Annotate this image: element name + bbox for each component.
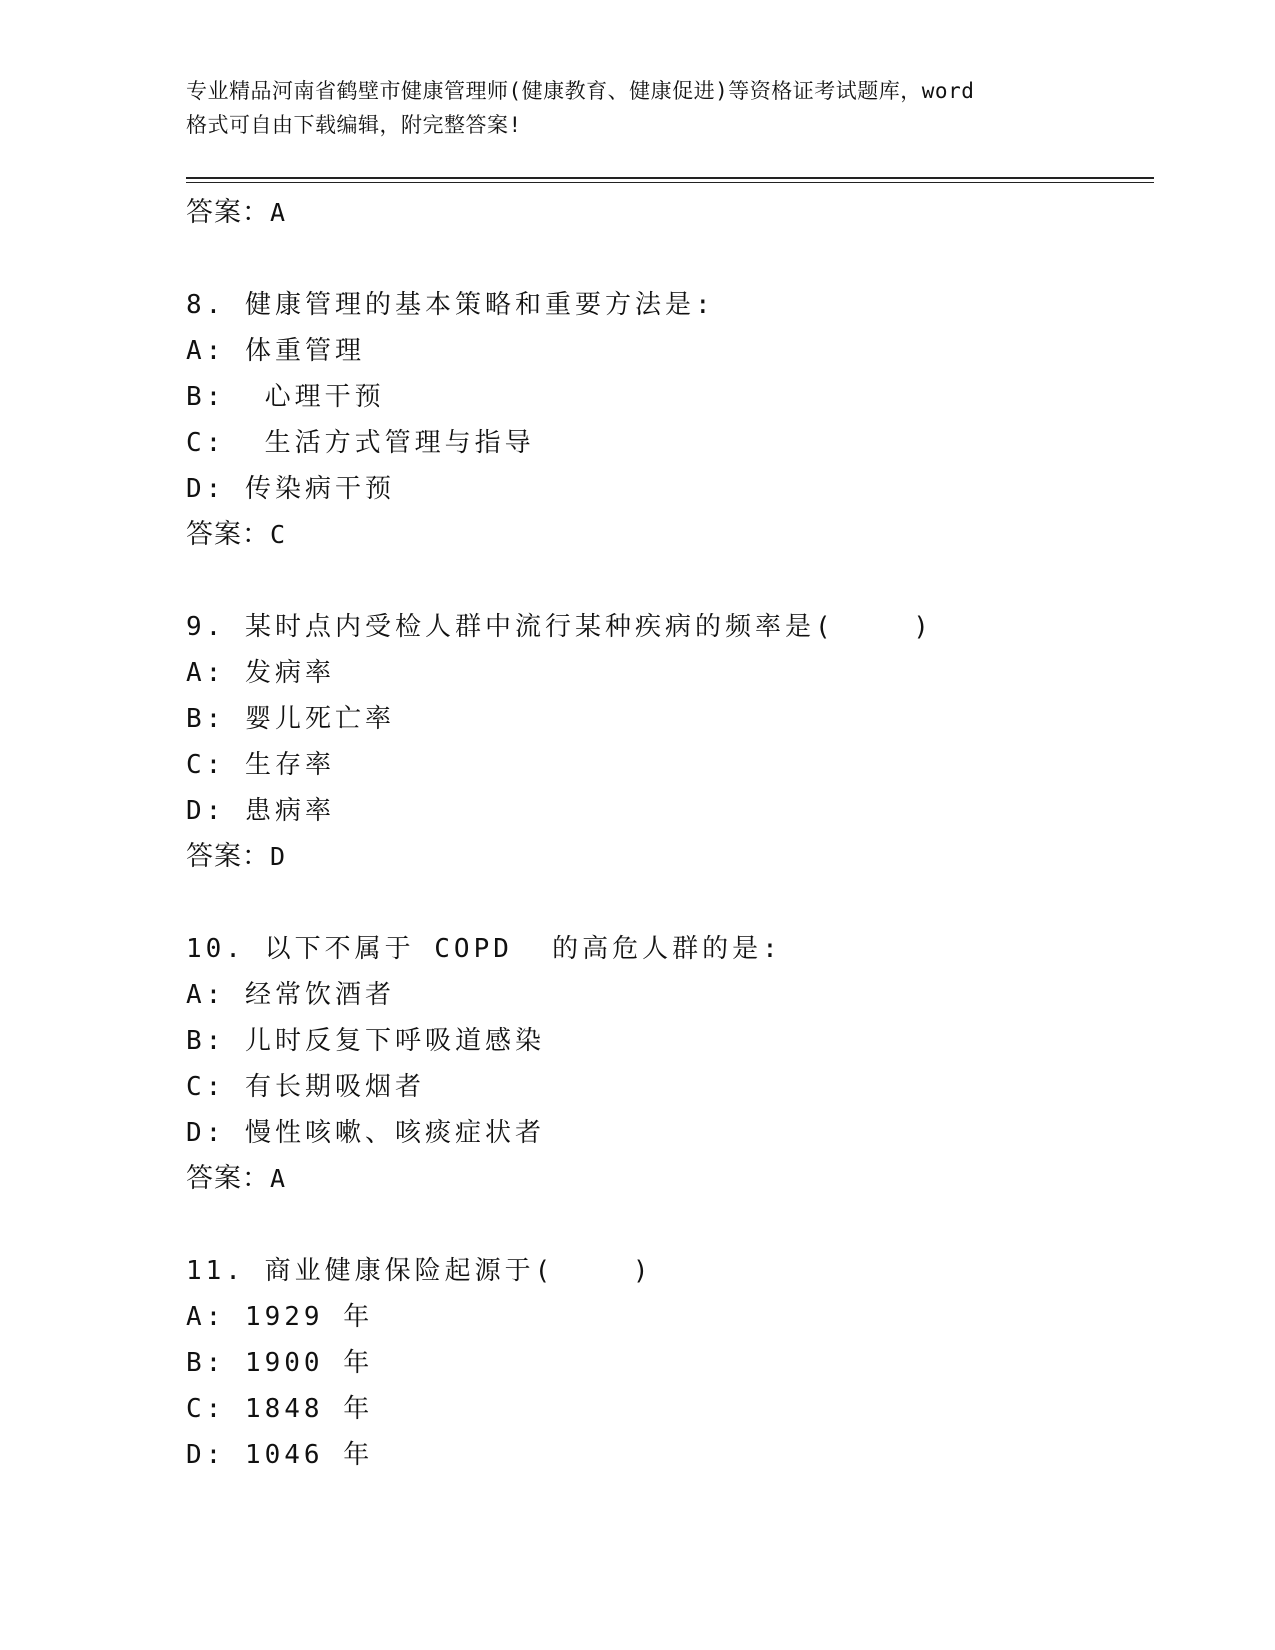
answer-value: C: [270, 520, 287, 549]
option-c: C: 有长期吸烟者: [186, 1072, 425, 1102]
option-a: A: 1929 年: [186, 1302, 374, 1332]
answer-line: [186, 190, 1146, 236]
answer-line: [186, 834, 1146, 880]
answer-value: A: [270, 198, 287, 227]
header-divider: [186, 177, 1154, 179]
document-header: [186, 74, 1086, 142]
option-c: C: 生活方式管理与指导: [186, 428, 535, 458]
answer-label: 答案：: [186, 197, 270, 228]
question-list: [186, 190, 1146, 1478]
option-a: A: 体重管理: [186, 336, 365, 366]
option-a: A: 经常饮酒者: [186, 980, 395, 1010]
answer-value: A: [270, 1164, 287, 1193]
header-divider-thin: [186, 182, 1154, 183]
question-title: 11. 商业健康保险起源于( ): [186, 1256, 653, 1286]
option-d: D: 传染病干预: [186, 474, 395, 504]
option-d: D: 患病率: [186, 796, 335, 826]
answer-label: 答案：: [186, 519, 270, 550]
answer-line: [186, 512, 1146, 558]
answer-label: 答案：: [186, 841, 270, 872]
header-line-1: 专业精品河南省鹤壁市健康管理师(健康教育、健康促进)等资格证考试题库，word: [186, 79, 975, 103]
question-title: 8. 健康管理的基本策略和重要方法是:: [186, 290, 715, 320]
option-d: D: 慢性咳嗽、咳痰症状者: [186, 1118, 545, 1148]
question-title: 10. 以下不属于 COPD 的高危人群的是:: [186, 934, 782, 964]
option-b: B: 儿时反复下呼吸道感染: [186, 1026, 545, 1056]
answer-line: [186, 1156, 1146, 1202]
option-b: B: 心理干预: [186, 382, 385, 412]
header-line-2: 格式可自由下载编辑，附完整答案!: [186, 113, 522, 137]
option-d: D: 1046 年: [186, 1440, 374, 1470]
answer-label: 答案：: [186, 1163, 270, 1194]
option-c: C: 生存率: [186, 750, 335, 780]
option-b: B: 1900 年: [186, 1348, 374, 1378]
answer-value: D: [270, 842, 287, 871]
option-c: C: 1848 年: [186, 1394, 374, 1424]
question-title: 9. 某时点内受检人群中流行某种疾病的频率是( ): [186, 612, 933, 642]
option-a: A: 发病率: [186, 658, 335, 688]
option-b: B: 婴儿死亡率: [186, 704, 395, 734]
